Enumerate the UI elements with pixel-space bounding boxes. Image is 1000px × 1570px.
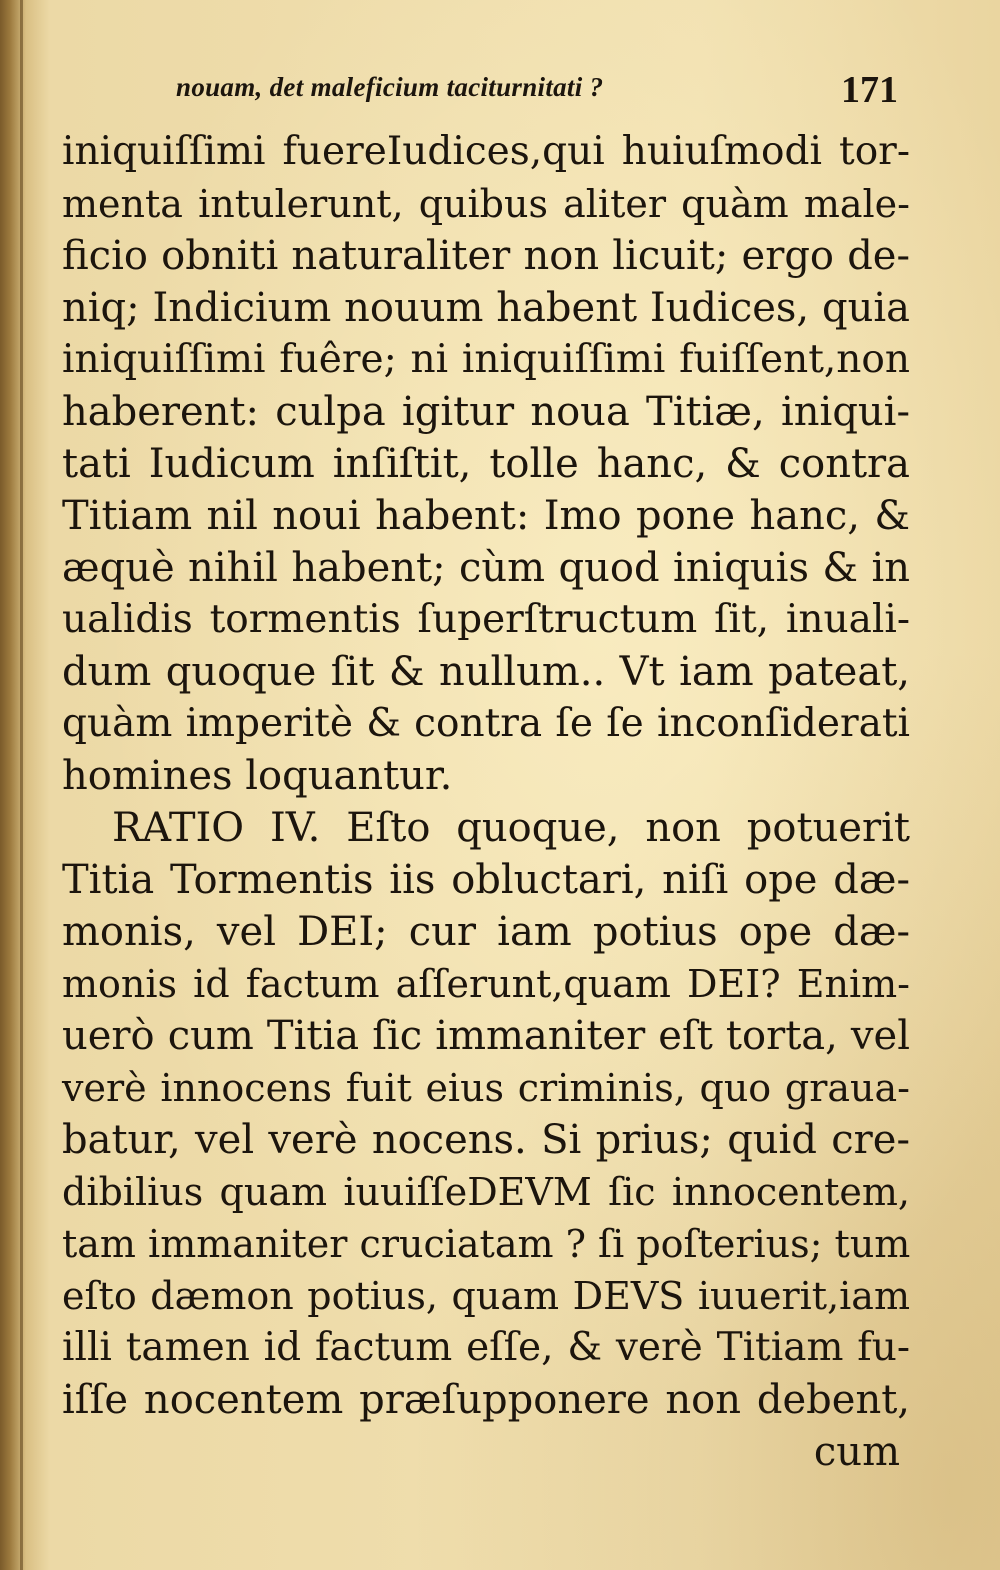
text-line: tam immaniter cruciatam ? ſi poſterius; tum (62, 1222, 911, 1266)
text-line: homines loquantur. (62, 753, 453, 799)
text-line: iniquiſſimi fuêre; ni iniquiſſimi fuiſſent,non (62, 337, 910, 382)
text-line: quàm imperitè & contra ſe ſe inconſiderati (62, 701, 910, 746)
page-number: 171 (841, 69, 898, 111)
section-heading-line: RATIO IV. Eſto quoque, non potuerit (112, 805, 910, 851)
text-line: verè innocens fuit eius criminis, quo graua- (62, 1066, 910, 1110)
text-line: ficio obniti naturaliter non licuit; ergo de- (62, 233, 910, 279)
text-line: dum quoque ſit & nullum.. Vt iam pateat, (62, 649, 910, 695)
text-line: iſſe nocentem præſupponere non debent, (62, 1377, 910, 1423)
text-line: ualidis tormentis ſuperſtructum ſit, inuali- (62, 597, 910, 642)
text-line: æquè nihil habent; cùm quod iniquis & in (62, 545, 910, 591)
text-line: iniquiſſimi fuereIudices,qui huiuſmodi tor- (62, 129, 910, 174)
text-line: niq; Indicium nouum habent Iudices, quia (62, 285, 910, 331)
catchword: cum (813, 1429, 900, 1475)
text-line: haberent: culpa igitur noua Titiæ, iniqui- (62, 389, 910, 435)
text-line: dibilius quam iuuiſſeDEVM ſic innocentem, (62, 1170, 910, 1214)
binding-gutter (20, 0, 23, 1570)
text-line: Titiam nil noui habent: Imo pone hanc, & (62, 493, 910, 539)
running-head: nouam, det maleficium taciturnitati ? (176, 72, 604, 102)
text-line: menta intulerunt, quibus aliter quàm male- (62, 182, 910, 226)
text-line: illi tamen id factum eſſe, & verè Titiam fu- (62, 1325, 910, 1370)
text-line: batur, vel verè nocens. Si prius; quid cre- (62, 1117, 910, 1163)
page-header (170, 68, 910, 111)
text-line: tati Iudicum inſiſtit, tolle hanc, & contra (62, 441, 910, 487)
body-text (62, 126, 910, 1478)
text-line: Titia Tormentis iis obluctari, niſi ope dæ- (62, 857, 910, 903)
text-line: monis id factum aſſerunt,quam DEI? Enim- (62, 962, 910, 1006)
text-line: eſto dæmon potius, quam DEVS iuuerit,iam (62, 1274, 910, 1318)
text-line: monis, vel DEI; cur iam potius ope dæ- (62, 909, 910, 955)
text-line: uerò cum Titia ſic immaniter eſt torta, vel (62, 1013, 910, 1059)
